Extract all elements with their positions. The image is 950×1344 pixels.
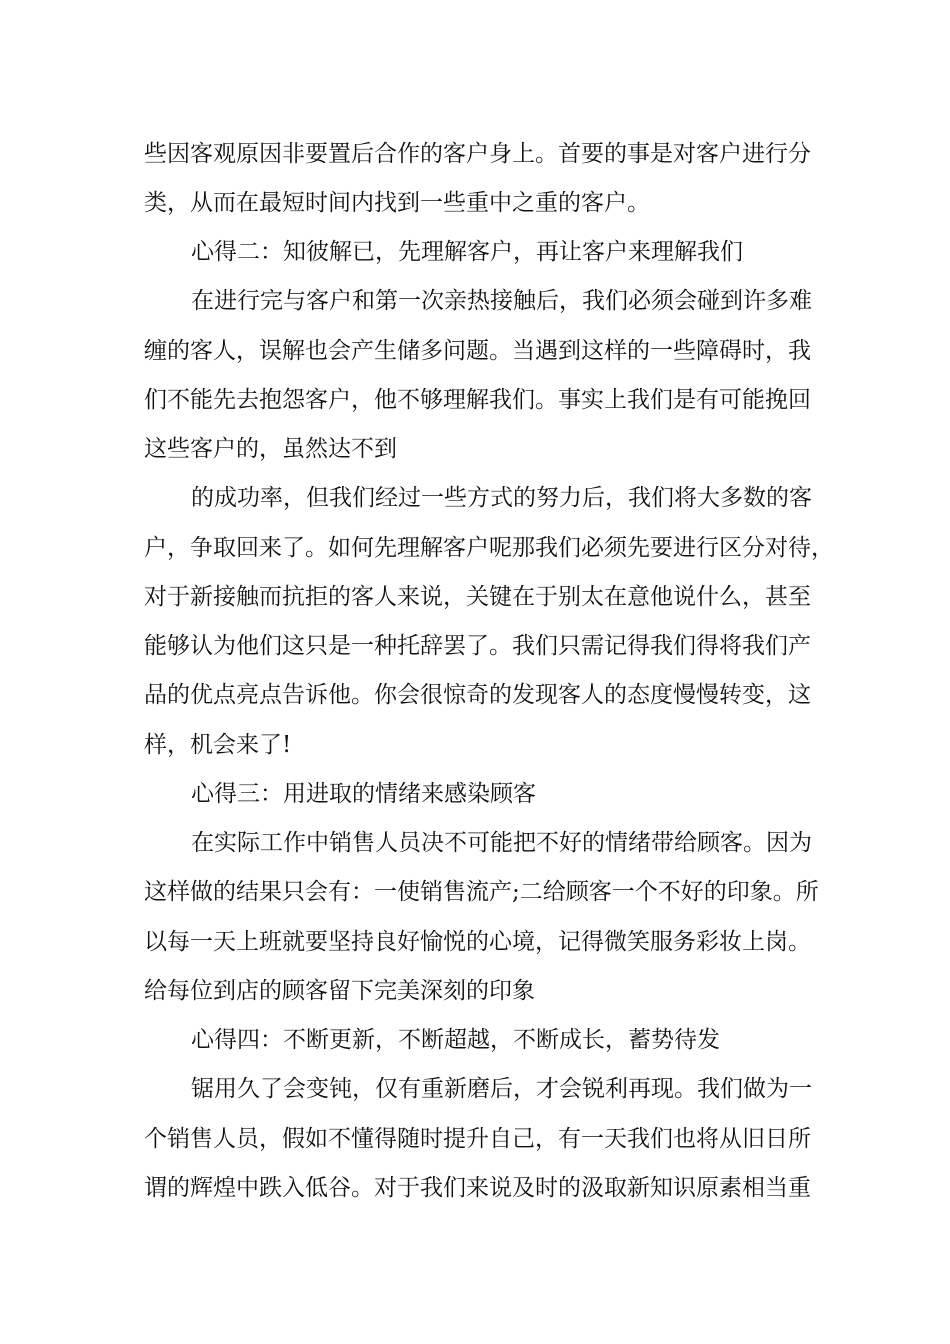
text-line: 个销售人员，假如不懂得随时提升自己，有一天我们也将从旧日所 — [144, 1126, 811, 1152]
section-heading: 心得二：知彼解已，先理解客户，再让客户来理解我们 — [191, 239, 743, 265]
text-line: 以每一天上班就要坚持良好愉悦的心境，记得微笑服务彩妆上岗。 — [144, 929, 811, 955]
section-heading: 心得三：用进取的情绪来感染顾客 — [191, 781, 536, 807]
text-line: 谓的辉煌中跌入低谷。对于我们来说及时的汲取新知识原素相当重 — [144, 1175, 811, 1201]
text-line: 样，机会来了! — [144, 732, 292, 758]
text-line: 们不能先去抱怨客户，他不够理解我们。事实上我们是有可能挽回 — [144, 387, 811, 413]
text-line: 户，争取回来了。如何先理解客户呢那我们必须先要进行区分对待， — [144, 535, 834, 561]
text-line: 这样做的结果只会有：一使销售流产;二给顾客一个不好的印象。所 — [144, 879, 819, 905]
text-line: 给每位到店的顾客留下完美深刻的印象 — [144, 978, 535, 1004]
text-line: 对于新接触而抗拒的客人来说，关键在于别太在意他说什么，甚至 — [144, 584, 811, 610]
text-line: 能够认为他们这只是一种托辞罢了。我们只需记得我们得将我们产 — [144, 633, 811, 659]
text-line: 这些客户的，虽然达不到 — [144, 436, 397, 462]
text-line: 在进行完与客户和第一次亲热接触后，我们必须会碰到许多难 — [191, 288, 812, 314]
text-line: 缠的客人，误解也会产生储多问题。当遇到这样的一些障碍时，我 — [144, 338, 811, 364]
section-heading: 心得四：不断更新，不断超越，不断成长，蓄势待发 — [191, 1027, 720, 1053]
text-line: 品的优点亮点告诉他。你会很惊奇的发现客人的态度慢慢转变，这 — [144, 682, 811, 708]
text-line: 在实际工作中销售人员决不可能把不好的情绪带给顾客。因为 — [191, 830, 812, 856]
text-line: 类，从而在最短时间内找到一些重中之重的客户。 — [144, 190, 650, 216]
text-line: 些因客观原因非要置后合作的客户身上。首要的事是对客户进行分 — [144, 141, 811, 167]
text-line: 锯用久了会变钝，仅有重新磨后，才会锐利再现。我们做为一 — [191, 1076, 812, 1102]
text-line: 的成功率，但我们经过一些方式的努力后，我们将大多数的客 — [191, 485, 812, 511]
